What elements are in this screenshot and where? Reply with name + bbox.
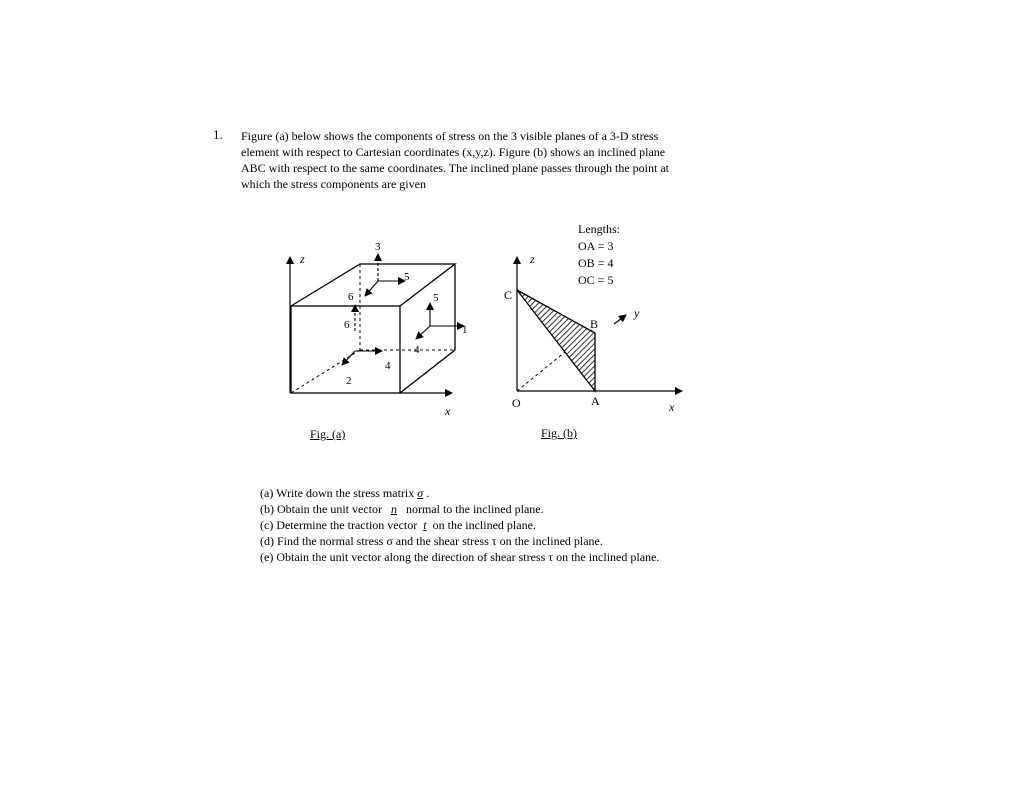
length-oc: OC = 5 bbox=[578, 273, 614, 287]
unit-normal-symbol: n bbox=[390, 502, 397, 516]
statement-line: element with respect to Cartesian coordinates (x,y,z). Figure (b) shows an inclined plane bbox=[241, 145, 666, 159]
label-right-shear-1: 5 bbox=[433, 292, 439, 304]
lengths-title: Lengths: bbox=[578, 222, 620, 236]
y-axis-arrow bbox=[614, 315, 626, 324]
point-b-label: B bbox=[590, 317, 599, 331]
label-top-shear-1: 5 bbox=[404, 271, 410, 283]
label-right-normal: 1 bbox=[462, 324, 468, 336]
axis-y-label: y bbox=[634, 306, 640, 320]
question-list bbox=[260, 485, 659, 565]
label-top-shear-2: 6 bbox=[348, 291, 354, 303]
label-front-shear-3: 2 bbox=[346, 375, 352, 387]
length-oa: OA = 3 bbox=[578, 239, 614, 253]
statement-line: ABC with respect to the same coordinates. The inclined plane passes through the point at bbox=[241, 161, 670, 175]
cube-top-face bbox=[291, 264, 455, 306]
axis-x-label: x bbox=[669, 400, 675, 414]
label-top-normal: 3 bbox=[375, 241, 381, 253]
arrow-right-shear-2 bbox=[416, 326, 430, 339]
problem-statement bbox=[241, 128, 721, 192]
axis-z-label: z bbox=[300, 252, 305, 266]
question-d: (d) Find the normal stress σ and the shear stress τ on the inclined plane. bbox=[260, 534, 603, 548]
question-e: (e) Obtain the unit vector along the direction of shear stress τ on the inclined plane. bbox=[260, 550, 660, 564]
label-front-shear-1: 6 bbox=[344, 319, 350, 331]
stress-matrix-symbol: σ bbox=[417, 486, 424, 500]
axis-x-label: x bbox=[445, 404, 451, 418]
point-c-label: C bbox=[504, 288, 513, 302]
statement-line: which the stress components are given bbox=[241, 177, 426, 191]
question-b: (b) Obtain the unit vector n normal to the inclined plane. bbox=[260, 502, 544, 516]
label-right-shear-2: 4 bbox=[414, 344, 420, 356]
lengths-box bbox=[578, 221, 620, 289]
length-ob: OB = 4 bbox=[578, 256, 614, 270]
axis-z-label: z bbox=[530, 252, 535, 266]
label-front-shear-2: 4 bbox=[385, 360, 391, 372]
point-o-label: O bbox=[512, 396, 521, 410]
point-a-label: A bbox=[591, 394, 600, 408]
figure-b-caption: Fig. (b) bbox=[541, 426, 577, 440]
figure-a-caption: Fig. (a) bbox=[310, 427, 346, 441]
question-c: (c) Determine the traction vector t on the inclined plane. bbox=[260, 518, 536, 532]
inclined-plane-abc bbox=[517, 290, 595, 391]
arrow-front-shear-3 bbox=[342, 351, 355, 365]
traction-symbol: t bbox=[423, 518, 427, 532]
statement-line: Figure (a) below shows the components of stress on the 3 visible planes of a 3-D stress bbox=[241, 129, 659, 143]
arrow-top-shear-2 bbox=[365, 281, 378, 296]
question-a: (a) Write down the stress matrix σ . bbox=[260, 486, 430, 500]
figure-a bbox=[270, 235, 480, 445]
question-number: 1. bbox=[213, 127, 223, 142]
